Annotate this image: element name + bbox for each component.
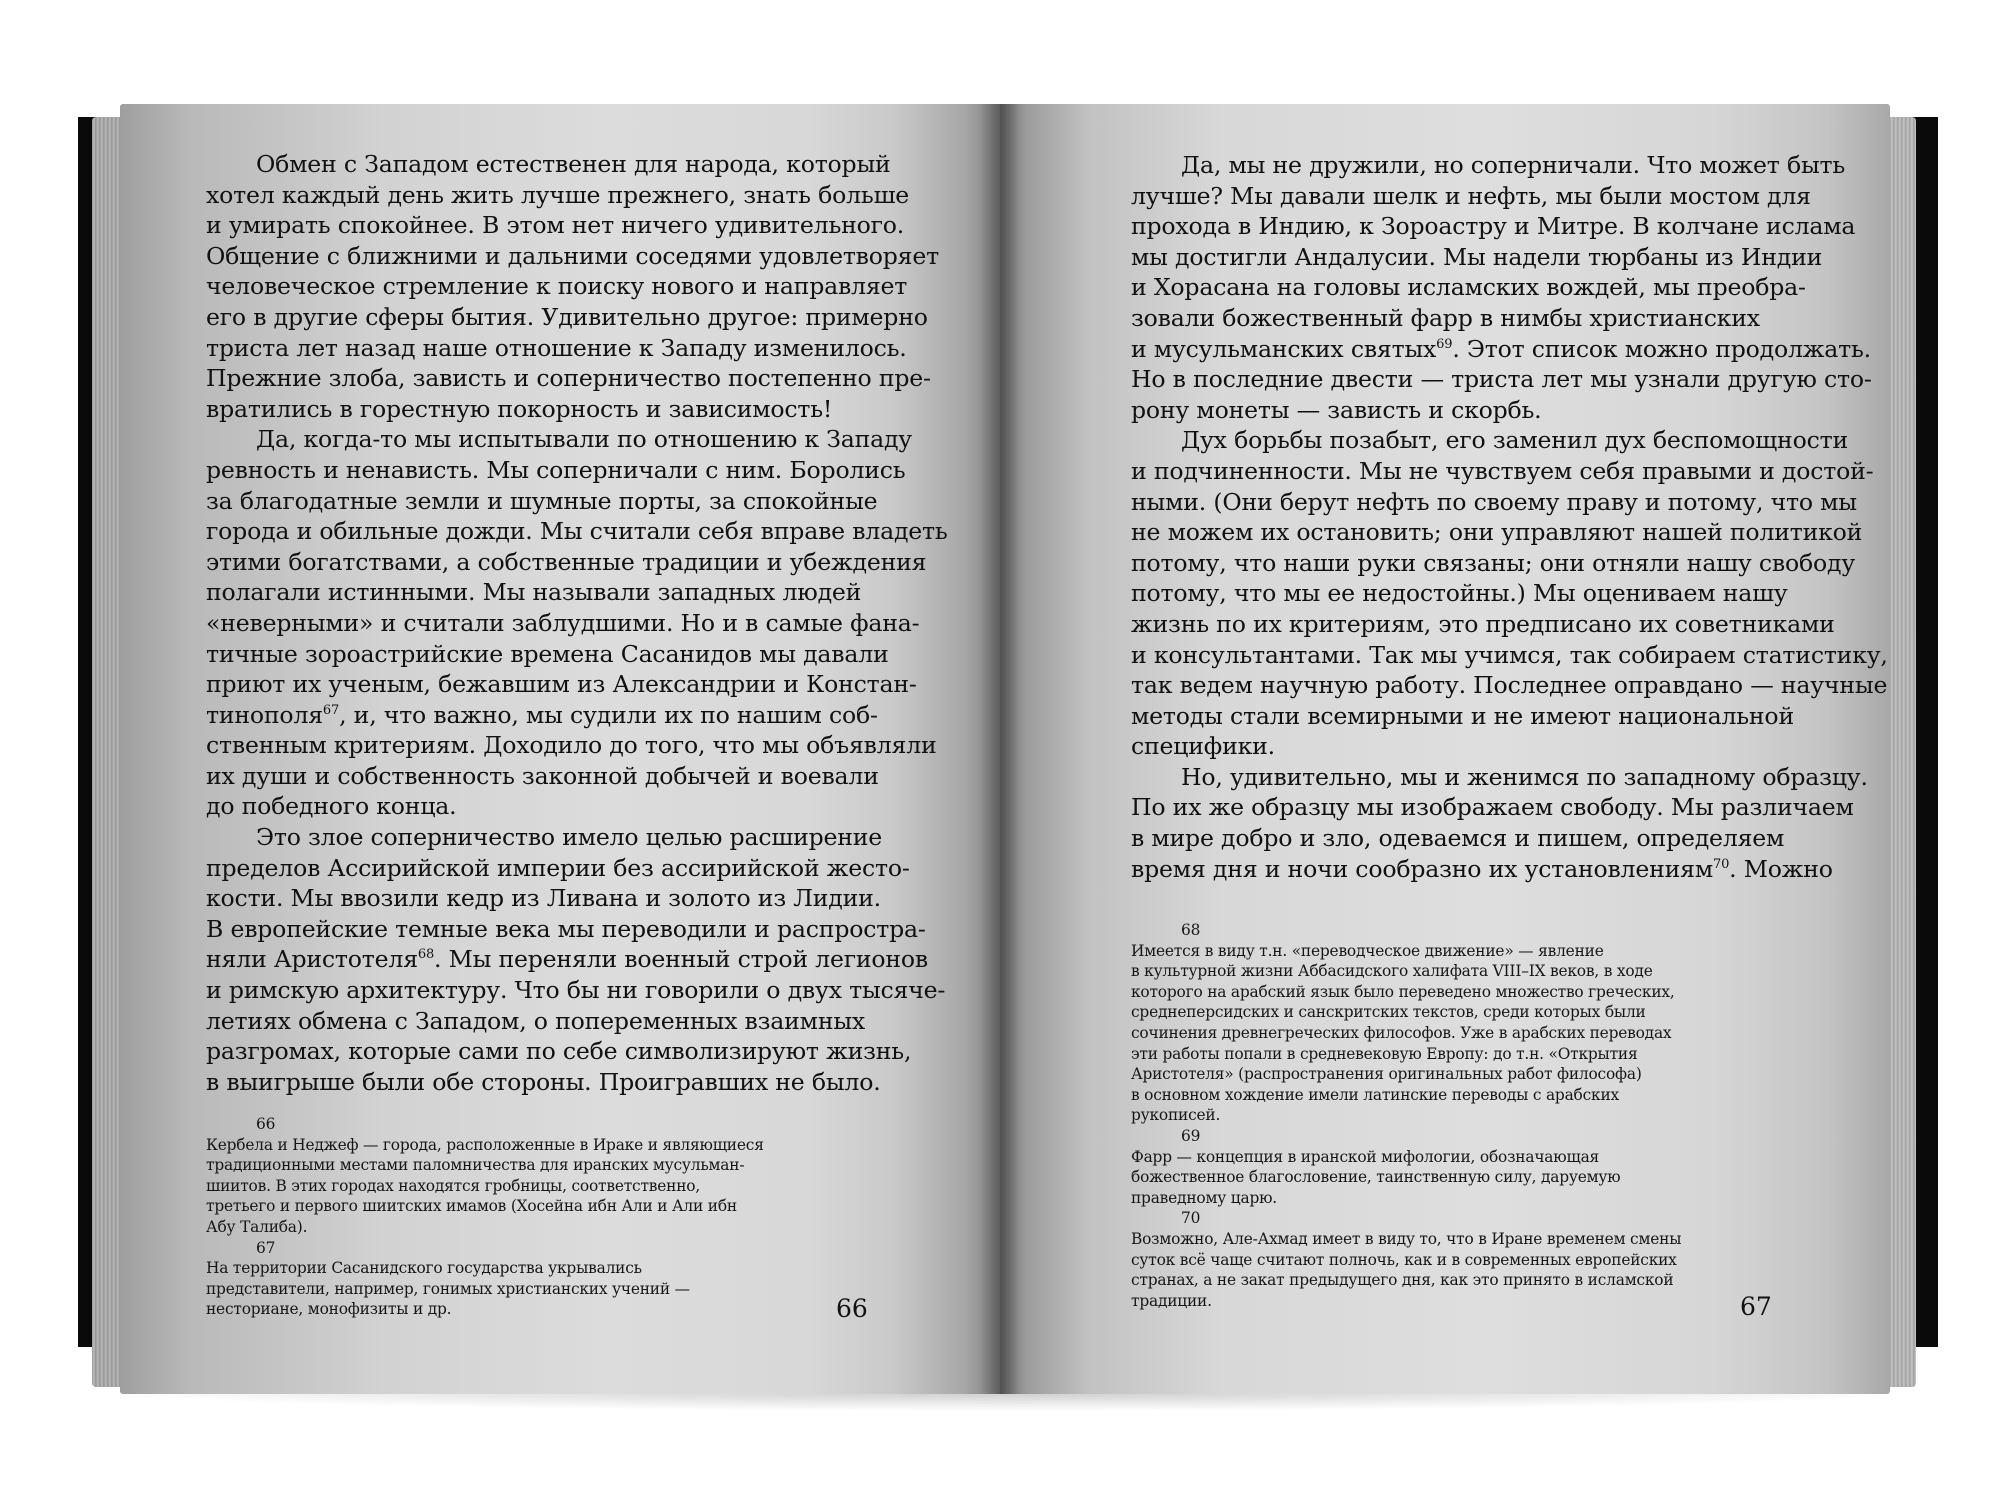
text-line-content: зовали божественный фарр в нимбы христианских xyxy=(1131,303,1760,332)
footnote-line: праведному царю. xyxy=(1131,1188,1277,1207)
footnote-line: Возможно, Але-Ахмад имеет в виду то, что в Иране временем смены xyxy=(1131,1229,1682,1248)
text-line-content: Да, когда-то мы испытывали по отношению к Западу xyxy=(256,425,912,454)
right-page xyxy=(1000,104,1890,1394)
footnote-line: эти работы попали в средневековую Европу: до т.н. «Открытия xyxy=(1131,1044,1638,1063)
text-line-content: человеческое стремление к поиску нового и направляет xyxy=(206,272,908,301)
text-line-content: Обмен с Западом естественен для народа, который xyxy=(256,150,891,178)
footnote-marker: 70 xyxy=(1713,856,1730,872)
footnote-line: которого на арабский язык было переведено множество греческих, xyxy=(1131,982,1675,1001)
text-line xyxy=(206,333,907,364)
text-line xyxy=(1131,609,1835,640)
text-line xyxy=(1131,456,1874,487)
text-line xyxy=(206,914,926,945)
text-line-content: этими богатствами, а собственные традиции и убеждения xyxy=(206,547,927,576)
text-line xyxy=(1131,425,1848,456)
text-line xyxy=(1131,334,1871,365)
text-line xyxy=(206,455,906,486)
footnote-marker: 67 xyxy=(322,702,340,718)
footnote-line: представители, например, гонимых христианских учений — xyxy=(206,1279,690,1298)
text-line-content: разгромах, которые сами по себе символизируют жизнь, xyxy=(206,1037,912,1066)
text-line-content: специфики. xyxy=(1131,732,1275,761)
text-line xyxy=(206,394,896,425)
text-line xyxy=(206,1036,912,1067)
text-line-content: не можем их остановить; они управляют нашей политикой xyxy=(1131,518,1863,547)
text-line-continuation: , и, что важно, мы судили их по нашим соб- xyxy=(339,700,878,729)
text-line-content: города и обильные дожди. Мы считали себя вправе владеть xyxy=(206,517,948,546)
text-line-content: и мусульманских святых xyxy=(1131,334,1437,363)
left-page-footnotes xyxy=(206,1114,846,1320)
text-line xyxy=(206,761,896,792)
text-line-content: приют их ученым, бежавшим из Александрии и Констан- xyxy=(206,670,917,699)
footnote-line: в культурной жизни Аббасидского халифата VIII–IX веков, в ходе xyxy=(1131,962,1653,981)
footnote-line: в основном хождение имели латинские переводы с арабских xyxy=(1131,1085,1620,1104)
text-line xyxy=(206,424,912,455)
text-line xyxy=(206,1006,896,1037)
text-line-content: полагали истинными. Мы называли западных людей xyxy=(206,578,862,607)
text-line xyxy=(206,822,896,853)
text-line-content: В европейские темные века мы переводили и распростра- xyxy=(206,914,926,943)
text-line xyxy=(206,516,948,547)
text-line-content: в выигрыше были обе стороны. Проигравших не было. xyxy=(206,1067,881,1096)
text-line-content: время дня и ночи сообразно их установлениям xyxy=(1131,854,1713,883)
text-line-content: и римскую архитектуру. Что бы ни говорили о двух тысяче- xyxy=(206,976,946,1005)
footnote-line: странах, а не закат предыдущего дня, как это принято в исламской xyxy=(1131,1271,1674,1290)
text-line-content: его в другие сферы бытия. Удивительно другое: примерно xyxy=(206,302,928,331)
right-page-number: 67 xyxy=(1740,1292,1772,1321)
text-line xyxy=(1131,150,1846,181)
footnote-line: Кербела и Неджеф — города, расположенные в Ираке и являющиеся xyxy=(206,1135,764,1154)
footnote-line: традиции. xyxy=(1131,1291,1212,1310)
text-line-content: прохода в Индию, к Зороастру и Митре. В колчане ислама xyxy=(1131,212,1856,241)
text-line-content: Но в последние двести — триста лет мы узнали другую сто- xyxy=(1131,365,1872,394)
text-line-content: триста лет назад наше отношение к Западу изменилось. xyxy=(206,333,907,362)
text-line xyxy=(206,608,920,639)
text-line xyxy=(1131,272,1831,303)
text-line-content: няли Аристотеля xyxy=(206,945,418,974)
text-line xyxy=(206,730,937,761)
text-line xyxy=(1131,823,1831,854)
footnote-line: суток всё чаще считают полночь, как и в современных европейских xyxy=(1131,1250,1677,1269)
text-line-content: тинополя xyxy=(206,700,323,729)
left-page-body xyxy=(206,149,948,1097)
footnote-number: 66 xyxy=(256,1115,276,1133)
text-line xyxy=(206,241,939,272)
left-page xyxy=(120,104,1000,1394)
right-page-footnotes xyxy=(1131,920,1801,1311)
text-line-content: пределов Ассирийской империи без ассирийской жесто- xyxy=(206,853,910,882)
text-line xyxy=(1131,670,1888,701)
text-line-content: летиях обмена с Западом, о попеременных взаимных xyxy=(206,1006,866,1035)
text-line xyxy=(1131,578,1831,609)
text-line xyxy=(206,1067,896,1098)
text-line xyxy=(1131,517,1863,548)
text-line xyxy=(1131,303,1831,334)
text-line-content: тичные зороастрийские времена Сасанидов мы давали xyxy=(206,639,889,668)
text-line xyxy=(206,486,896,517)
text-line-content: жизнь по их критериям, это предписано их советниками xyxy=(1131,609,1835,638)
text-line-continuation: . Можно xyxy=(1729,854,1833,883)
text-line xyxy=(206,944,929,975)
text-line-content: и консультантами. Так мы учимся, так собираем статистику, xyxy=(1131,640,1888,669)
text-line-content: лучше? Мы давали шелк и нефть, мы были мостом для xyxy=(1131,181,1811,210)
footnote-line: божественное благословение, таинственную силу, даруемую xyxy=(1131,1168,1621,1187)
text-line-continuation: . Мы переняли военный строй легионов xyxy=(434,945,929,974)
text-line xyxy=(1131,364,1872,395)
footnote-line: третьего и первого шиитских имамов (Хосейна ибн Али и Али ибн xyxy=(206,1197,737,1216)
text-line xyxy=(1131,487,1857,518)
footnote-line: рукописей. xyxy=(1131,1106,1221,1125)
text-line-content: кости. Мы ввозили кедр из Ливана и золото из Лидии. xyxy=(206,884,881,913)
text-line-content: потому, что мы ее недостойны.) Мы оцениваем нашу xyxy=(1131,579,1788,608)
text-line xyxy=(206,180,910,211)
footnote-number: 68 xyxy=(1181,921,1201,939)
text-line xyxy=(1131,211,1856,242)
text-line xyxy=(206,639,896,670)
footnote-line: шиитов. В этих городах находятся гробницы, соответственно, xyxy=(206,1176,701,1195)
text-line-content: Прежние злоба, зависть и соперничество постепенно пре- xyxy=(206,364,931,393)
text-line xyxy=(1131,181,1831,212)
text-line-content: в мире добро и зло, одеваемся и пишем, определяем xyxy=(1131,824,1785,853)
text-line xyxy=(1131,762,1868,793)
footnote-number: 69 xyxy=(1181,1126,1201,1145)
text-line-content: вратились в горестную покорность и зависимость! xyxy=(206,394,833,423)
text-line xyxy=(1131,792,1854,823)
text-line xyxy=(206,210,905,241)
footnote-number: 67 xyxy=(256,1238,276,1257)
footnote-line: На территории Сасанидского государства укрывались xyxy=(206,1259,642,1278)
text-line xyxy=(206,577,896,608)
text-line xyxy=(206,669,917,700)
text-line xyxy=(1131,640,1888,671)
text-line-content: По их же образцу мы изображаем свободу. Мы различаем xyxy=(1131,793,1854,822)
text-line-content: их души и собственность законной добычей и воевали xyxy=(206,761,879,790)
footnote-marker: 69 xyxy=(1436,336,1453,352)
footnote-line: несториане, монофизиты и др. xyxy=(206,1300,452,1319)
footnote-marker: 68 xyxy=(417,947,435,963)
text-line-content: мы достигли Андалусии. Мы надели тюрбаны из Индии xyxy=(1131,242,1823,271)
text-line-content: за благодатные земли и шумные порты, за спокойные xyxy=(206,486,878,515)
text-line-content: потому, что наши руки связаны; они отняли нашу свободу xyxy=(1131,548,1856,577)
text-line xyxy=(206,149,896,180)
text-line-content: так ведем научную работу. Последнее оправдано — научные xyxy=(1131,671,1888,700)
footnote-line: среднеперсидских и санскритских текстов, среди которых были xyxy=(1131,1003,1646,1022)
text-line-content: ревность и ненависть. Мы соперничали с ним. Боролись xyxy=(206,455,906,484)
text-line xyxy=(1131,701,1831,732)
book-gutter xyxy=(980,104,1020,1394)
text-line-content: «неверными» и считали заблудшими. Но и в самые фана- xyxy=(206,608,920,637)
text-line xyxy=(1131,395,1831,426)
text-line-content: Это злое соперничество имело целью расширение xyxy=(256,823,883,852)
text-line xyxy=(206,853,910,884)
text-line xyxy=(1131,548,1856,579)
text-line-content: ственным критериям. Доходило до того, что мы объявляли xyxy=(206,731,937,760)
text-line-content: Но, удивительно, мы и женимся по западному образцу. xyxy=(1181,762,1868,791)
text-line-content: Да, мы не дружили, но соперничали. Что может быть xyxy=(1181,151,1846,179)
text-line-content: и умирать спокойнее. В этом нет ничего удивительного. xyxy=(206,211,905,240)
footnote-line: Фарр — концепция в иранской мифологии, обозначающая xyxy=(1131,1147,1600,1166)
text-line xyxy=(1131,731,1831,762)
footnote-line: Имеется в виду т.н. «переводческое движение» — явление xyxy=(1131,941,1604,960)
text-line-content: Дух борьбы позабыт, его заменил дух беспомощности xyxy=(1181,426,1848,455)
text-line xyxy=(1131,854,1831,885)
footnote-line: сочинения древнегреческих философов. Уже в арабских переводах xyxy=(1131,1023,1672,1042)
text-line-content: Общение с ближними и дальними соседями удовлетворяет xyxy=(206,241,939,270)
text-line xyxy=(206,271,908,302)
text-line xyxy=(1131,242,1831,273)
text-line-content: до победного конца. xyxy=(206,792,457,821)
footnote-number: 70 xyxy=(1181,1209,1201,1228)
footnote-line: Абу Талиба). xyxy=(206,1217,308,1236)
text-line-continuation: . Этот список можно продолжать. xyxy=(1452,334,1871,363)
text-line-content: рону монеты — зависть и скорбь. xyxy=(1131,395,1542,424)
text-line-content: и подчиненности. Мы не чувствуем себя правыми и достой- xyxy=(1131,456,1874,485)
text-line xyxy=(206,700,896,731)
text-line xyxy=(206,975,946,1006)
text-line xyxy=(206,547,927,578)
text-line-content: методы стали всемирными и не имеют национальной xyxy=(1131,701,1794,730)
footnote-line: традиционными местами паломничества для иранских мусульман- xyxy=(206,1156,745,1175)
text-line xyxy=(206,883,896,914)
text-line-content: ными. (Они берут нефть по своему праву и потому, что мы xyxy=(1131,487,1857,516)
right-page-body xyxy=(1131,150,1888,884)
text-line xyxy=(206,363,931,394)
text-line xyxy=(206,791,896,822)
text-line xyxy=(206,302,928,333)
footnote-line: Аристотеля» (распространения оригинальных работ философа) xyxy=(1131,1065,1642,1084)
left-page-number: 66 xyxy=(836,1294,868,1323)
text-line-content: хотел каждый день жить лучше прежнего, знать больше xyxy=(206,180,910,209)
text-line-content: и Хорасана на головы исламских вождей, мы преобра- xyxy=(1131,273,1806,302)
